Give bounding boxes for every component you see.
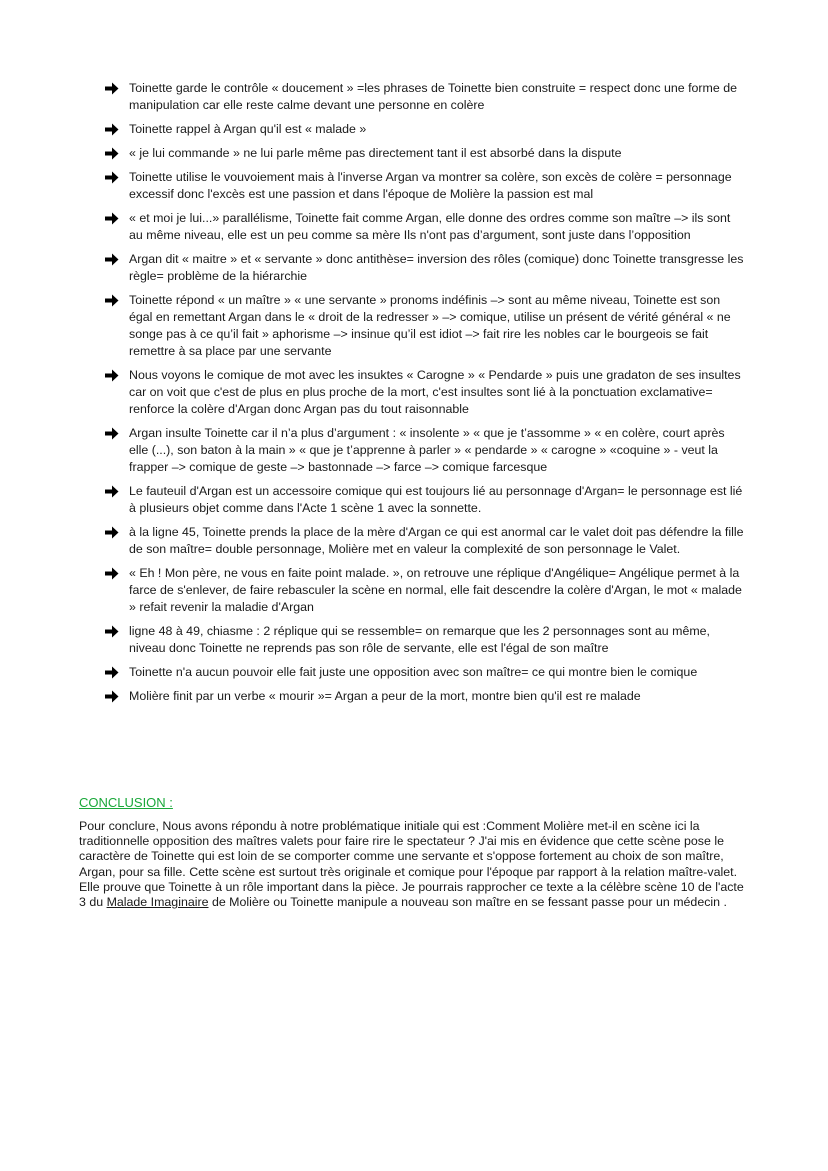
list-item — [105, 483, 745, 517]
bullet-text: Toinette utilise le vouvoiement mais à l'inverse Argan va montrer sa colère, son excès de colère = personnage excessif donc l'excès est une passion et dans l'époque de Molière la passion est mal — [129, 170, 732, 201]
arrow-bullet-icon — [105, 427, 119, 440]
list-item — [105, 688, 745, 705]
arrow-bullet-icon — [105, 369, 119, 382]
arrow-bullet-icon — [105, 485, 119, 498]
arrow-bullet-icon — [105, 82, 119, 95]
arrow-bullet-icon — [105, 171, 119, 184]
conclusion-text-part: de Molière ou Toinette manipule a nouveau son maître en se fessant passe pour un médecin . — [208, 895, 727, 910]
list-item — [105, 121, 745, 138]
bullet-text: Toinette garde le contrôle « doucement » =les phrases de Toinette bien construite = respect donc une forme de manipulation car elle reste calme devant une personne en colère — [129, 81, 737, 112]
arrow-bullet-icon — [105, 666, 119, 679]
list-item — [105, 292, 745, 360]
arrow-bullet-icon — [105, 253, 119, 266]
list-item — [105, 367, 745, 418]
bullet-text: Le fauteuil d'Argan est un accessoire comique qui est toujours lié au personnage d'Argan= le personnage est lié à plusieurs objet comme dans l'Acte 1 scène 1 avec la sonnette. — [129, 484, 743, 515]
arrow-bullet-icon — [105, 294, 119, 307]
list-item — [105, 425, 745, 476]
list-item — [105, 145, 745, 162]
arrow-bullet-icon — [105, 690, 119, 703]
bullet-text: « je lui commande » ne lui parle même pas directement tant il est absorbé dans la dispute — [129, 146, 622, 160]
arrow-bullet-icon — [105, 526, 119, 539]
bullet-text: Molière finit par un verbe « mourir »= Argan a peur de la mort, montre bien qu'il est re malade — [129, 689, 641, 703]
arrow-bullet-icon — [105, 147, 119, 160]
list-item — [105, 524, 745, 558]
bullet-text: Argan dit « maitre » et « servante » donc antithèse= inversion des rôles (comique) donc Toinette transgresse les règle= problème de la hiérarchie — [129, 252, 744, 283]
bullet-text: ligne 48 à 49, chiasme : 2 réplique qui se ressemble= on remarque que les 2 personnages sont au même, niveau donc Toinette ne reprends pas son rôle de servante, elle est l'égal de son maître — [129, 624, 710, 655]
list-item — [105, 169, 745, 203]
bullet-text: « et moi je lui...» parallélisme, Toinette fait comme Argan, elle donne des ordres comme son maître –> ils sont au même niveau, elle est un peu comme sa mère Ils n'ont pas d’argument, sont juste dans l’opposition — [129, 211, 731, 242]
list-item — [105, 664, 745, 681]
conclusion-heading: CONCLUSION : — [79, 795, 173, 810]
arrow-bullet-icon — [105, 212, 119, 225]
list-item — [105, 251, 745, 285]
bullet-text: Toinette rappel à Argan qu'il est « malade » — [129, 122, 367, 136]
conclusion-text-part: Pour conclure, Nous avons répondu à notre problématique initiale qui est :Comment Molière met-il en scène ici la traditionnelle opposition des maîtres valets pour faire rire le spectateur ? J'ai mis en évidence que cette scène pose le caractère de Toinette qui est loin de se comporter comme une servante et s'oppose fortement au choix de son maître, Argan, pour sa fille. Cette scène est surtout très originale et comique pour l'époque par rapport à la relation maître-valet. Elle prouve que Toinette à un rôle important dans la pièce. Je pourrais rapprocher ce texte a la célèbre scène 10 de l'acte 3 du — [79, 819, 744, 910]
arrow-bullet-icon — [105, 123, 119, 136]
bullet-text: à la ligne 45, Toinette prends la place de la mère d'Argan ce qui est anormal car le valet doit pas défendre la fille de son maître= double personnage, Molière met en valeur la complexité de son personnage le Valet. — [129, 525, 744, 556]
bullet-text: Argan insulte Toinette car il n’a plus d’argument : « insolente » « que je t’assomme » « en colère, court après elle (...), son baton à la main » « que je t’apprenne à parler » « pendarde » « carogne » «coquine » - veut la frapper –> comique de geste –> bastonnade –> farce –> comique farcesque — [129, 426, 725, 474]
bullet-list — [105, 80, 745, 712]
book-title-reference: Malade Imaginaire — [106, 895, 209, 910]
bullet-text: « Eh ! Mon père, ne vous en faite point malade. », on retrouve une réplique d'Angélique= Angélique permet à la farce de s'enlever, de faire rebasculer la scène en normal, elle fait descendre la colère d'Argan, le mot « malade » refait revenir la maladie d'Argan — [129, 566, 742, 614]
list-item — [105, 80, 745, 114]
list-item — [105, 565, 745, 616]
arrow-bullet-icon — [105, 567, 119, 580]
bullet-text: Nous voyons le comique de mot avec les insuktes « Carogne » « Pendarde » puis une gradaton de ses insultes car on voit que c'est de plus en plus proche de la mort, c'est insultes sont lié à la ponctuation exclamative= renforce la colère d'Argan donc Argan pas du tout raisonnable — [129, 368, 741, 416]
conclusion-paragraph — [79, 819, 751, 910]
list-item — [105, 623, 745, 657]
list-item — [105, 210, 745, 244]
bullet-text: Toinette n'a aucun pouvoir elle fait juste une opposition avec son maître= ce qui montre bien le comique — [129, 665, 698, 679]
bullet-text: Toinette répond « un maître » « une servante » pronoms indéfinis –> sont au même niveau, Toinette est son égal en remettant Argan dans le « droit de la redresser » –> comique, utilise un présent de vérité général « ne songe pas à ce qu’il fait » aphorisme –> insinue qu’il est idiot –> fait rire les nobles car le bourgeois se fait remettre à sa place par une servante — [129, 293, 731, 358]
arrow-bullet-icon — [105, 625, 119, 638]
